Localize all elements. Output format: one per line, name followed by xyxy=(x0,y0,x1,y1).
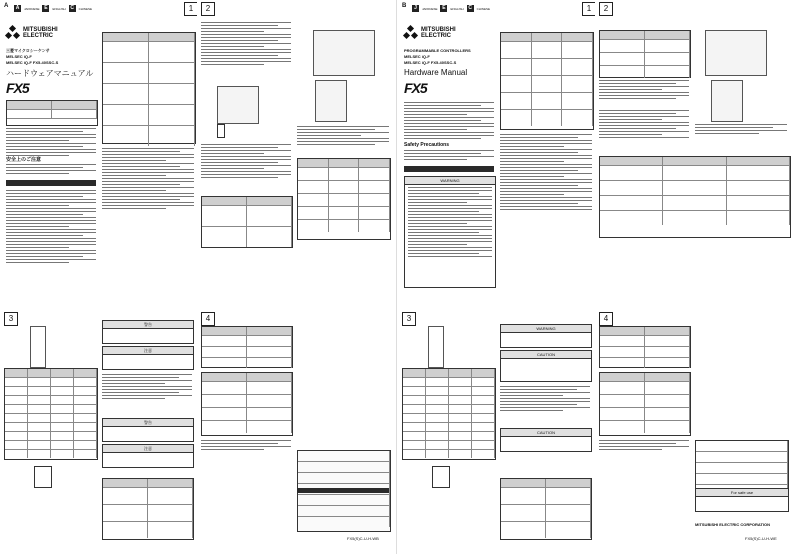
danger-label-2: 警告 xyxy=(103,419,193,427)
page-number-1: 1 xyxy=(184,2,198,16)
product-small-b: PROGRAMMABLE CONTROLLERS xyxy=(404,48,471,53)
danger-box-1 xyxy=(102,320,194,344)
product-series: MELSEC iQ-F xyxy=(6,54,32,59)
lang-box-ja-b: J xyxy=(412,5,419,12)
lang-label-ja-b: JAPANESE xyxy=(422,6,438,11)
left-footer-code: FX5(S)C-U-H-WB xyxy=(347,536,379,541)
module-diagram xyxy=(217,86,259,124)
safety-bar xyxy=(6,180,96,186)
for-safe-use-box xyxy=(695,488,789,512)
panel2-text-b xyxy=(201,144,291,180)
caution-box-1 xyxy=(102,346,194,370)
panel3-table-b xyxy=(500,478,592,540)
left-sheet xyxy=(0,0,394,554)
product-small: 三菱マイクロシーケンサ xyxy=(6,48,50,53)
safety-text xyxy=(6,164,96,176)
caution-label-b2: CAUTION xyxy=(501,351,591,359)
sheet-divider xyxy=(396,0,397,554)
lang-label-ja: JAPANESE xyxy=(24,6,40,11)
safety-heading-b: Safety Precautions xyxy=(404,142,450,148)
panel2-text-b2 xyxy=(599,110,689,140)
page-number-2: 2 xyxy=(201,2,215,16)
manual-list-table-b xyxy=(500,32,594,130)
product-config-table-b xyxy=(599,30,691,78)
manual-title: ハードウェアマニュアル xyxy=(6,69,94,78)
terminal-layout-diagram-b xyxy=(428,326,444,368)
connector-diagram-b xyxy=(432,466,450,488)
corporation-name: MITSUBISHI ELECTRIC CORPORATION xyxy=(695,522,771,527)
manual-notes-b xyxy=(500,134,592,212)
panel4-notes xyxy=(201,440,291,452)
side-view-diagram-b xyxy=(711,80,743,122)
panel2-parts-list xyxy=(297,126,389,147)
lang-label-en: ENGLISH xyxy=(52,6,66,11)
page-number-3: 3 xyxy=(4,312,18,326)
left-panel-3 xyxy=(0,310,197,554)
manual-list-table xyxy=(102,32,196,144)
intro-text xyxy=(6,128,96,158)
product-model-b: MELSEC iQ-F FX5-40SSC-S xyxy=(404,60,457,65)
danger-label: 警告 xyxy=(103,321,193,329)
lang-label-en-b: ENGLISH xyxy=(450,6,464,11)
performance-table-b xyxy=(599,372,691,436)
intro-text-b xyxy=(404,102,494,141)
language-row xyxy=(14,5,92,12)
mitsubishi-logo xyxy=(6,26,58,40)
performance-table xyxy=(201,372,293,436)
caution-box-b3 xyxy=(500,428,592,452)
warning-box-b2 xyxy=(500,324,592,348)
parts-list-b xyxy=(695,124,787,136)
spec-table-b xyxy=(297,158,391,240)
manual-title-b: Hardware Manual xyxy=(404,68,468,77)
right-panel-1 xyxy=(398,0,595,300)
manual-notes xyxy=(102,148,194,211)
right-panel-4 xyxy=(595,310,792,554)
caution-label-2: 注意 xyxy=(103,445,193,453)
for-safe-use-label: For safe use xyxy=(696,489,788,497)
panel2-text-a xyxy=(201,22,291,67)
side-view-diagram xyxy=(315,80,347,122)
lang-box-ja: A xyxy=(15,5,20,11)
page-number-4: 4 xyxy=(201,312,215,326)
cable-connector xyxy=(217,124,225,138)
warning-body-b xyxy=(408,187,492,259)
warning-label-b: WARNING xyxy=(405,177,495,185)
external-dimension-diagram xyxy=(313,30,375,76)
brand-text: MITSUBISHI ELECTRIC xyxy=(23,27,58,39)
lang-box-en: E xyxy=(44,5,48,11)
caution-label-b3: CAUTION xyxy=(501,429,591,437)
safety-body xyxy=(6,190,96,265)
panel3-table xyxy=(102,478,194,540)
mitsubishi-logo-b xyxy=(404,26,456,40)
caution-label: 注意 xyxy=(103,347,193,355)
warning-label-b2: WARNING xyxy=(501,325,591,333)
right-sheet xyxy=(398,0,793,554)
danger-box-2 xyxy=(102,418,194,442)
terminal-layout-diagram xyxy=(30,326,46,368)
page-number-2-b: 2 xyxy=(599,2,613,16)
right-panel-3 xyxy=(398,310,595,554)
left-panel-2 xyxy=(197,0,394,300)
three-diamonds-icon xyxy=(6,26,20,40)
right-footer-code: FX5(S)C-U-H-WE xyxy=(745,536,777,541)
panel4-notes-b xyxy=(599,440,689,452)
lang-box-cn-b: C xyxy=(468,5,472,11)
product-model: MELSEC iQ-F FX5-40SSC-S xyxy=(6,60,59,65)
right-panel-2 xyxy=(595,0,792,300)
revision-table xyxy=(6,100,98,126)
external-dimension-diagram-b xyxy=(705,30,767,76)
warning-box-b xyxy=(404,176,496,288)
warranty-bar xyxy=(297,488,389,493)
spec-table-b1 xyxy=(599,156,791,238)
page-number-3-b: 3 xyxy=(402,312,416,326)
spec-table-a xyxy=(201,196,293,248)
three-diamonds-icon-b xyxy=(404,26,418,40)
lang-label-cn: CHINESE xyxy=(78,6,92,11)
power-spec-table-b xyxy=(599,326,691,368)
pin-assignment-table xyxy=(4,368,98,460)
panel2-text-b1 xyxy=(599,80,689,101)
product-series-b: MELSEC iQ-F xyxy=(404,54,430,59)
caution-box-b2 xyxy=(500,350,592,382)
safety-heading: 安全上のご注意 xyxy=(6,157,42,163)
caution-box-2 xyxy=(102,444,194,468)
left-panel-1 xyxy=(0,0,197,300)
fx5-logo-b: FX5 xyxy=(404,80,427,96)
fx5-logo: FX5 xyxy=(6,80,29,96)
page-number-4-b: 4 xyxy=(599,312,613,326)
side-label-b: B xyxy=(402,3,407,9)
lang-box-cn: C xyxy=(70,5,74,11)
safety-text-b xyxy=(404,150,494,162)
lang-label-cn-b: CHINESE xyxy=(476,6,490,11)
lang-box-en-b: E xyxy=(442,5,446,11)
left-panel-4 xyxy=(197,310,394,554)
connector-diagram xyxy=(34,466,52,488)
panel3-text-b xyxy=(500,386,590,413)
brand-text-b: MITSUBISHI ELECTRIC xyxy=(421,27,456,39)
panel3-text xyxy=(102,374,192,401)
safety-bar-b xyxy=(404,166,494,172)
language-row-b xyxy=(412,5,490,12)
page-number-1-b: 1 xyxy=(582,2,596,16)
side-label: A xyxy=(4,3,9,9)
pin-assignment-table-b xyxy=(402,368,496,460)
power-spec-table xyxy=(201,326,293,368)
